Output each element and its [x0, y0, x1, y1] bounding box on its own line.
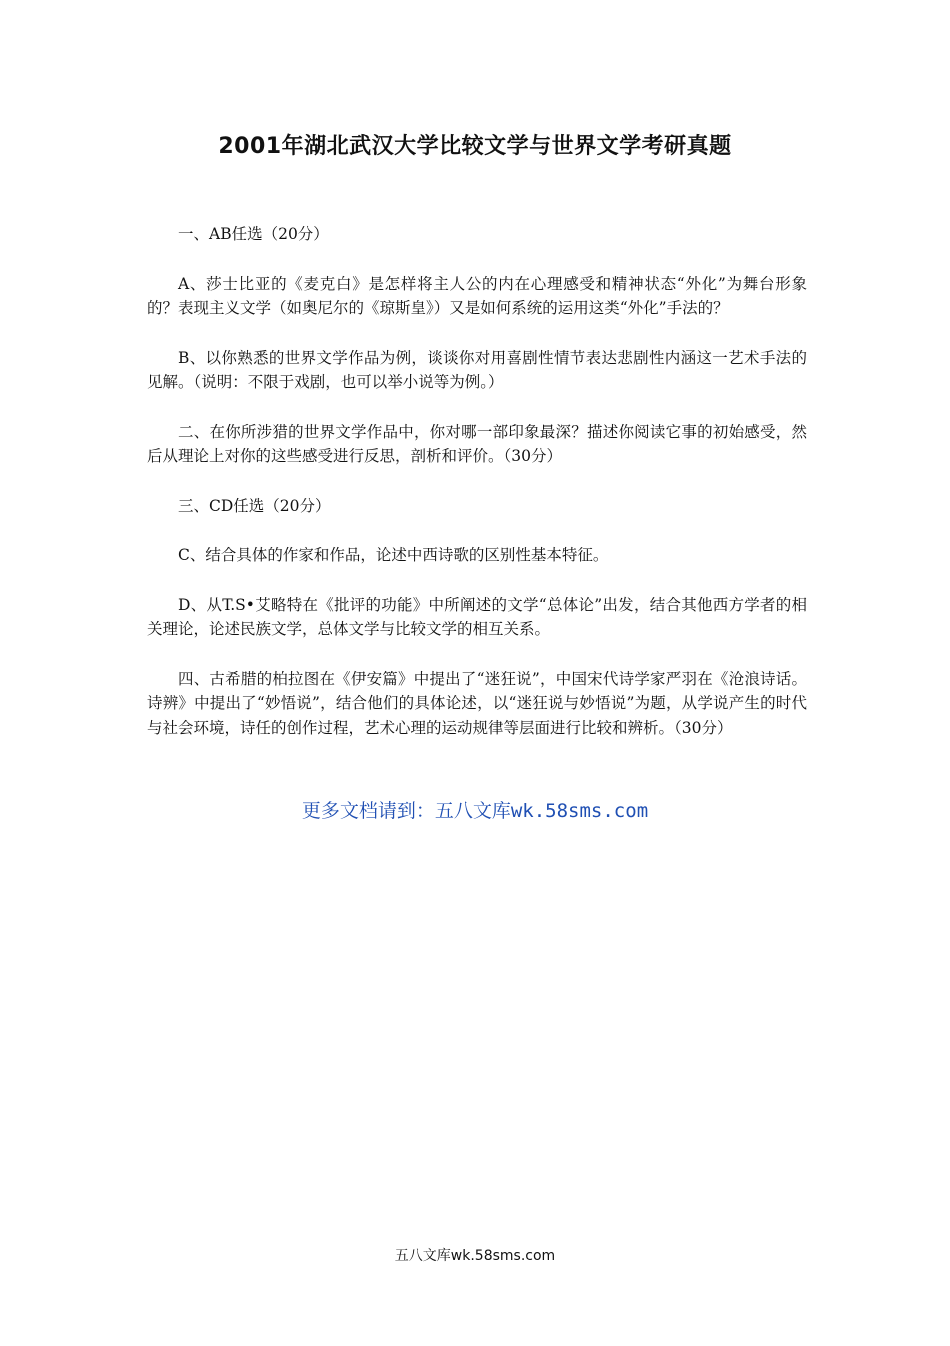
promo-link[interactable]: 更多文档请到：五八文库wk.58sms.com	[301, 800, 649, 822]
question-c: C、结合具体的作家和作品，论述中西诗歌的区别性基本特征。	[178, 546, 609, 564]
page-footer: 五八文库wk.58sms.com	[394, 1248, 556, 1264]
section-two-question: 二、在你所涉猎的世界文学作品中，你对哪一部印象最深？描述你阅读它事的初始感受，然后从理论上对你的这些感受进行反思，剖析和评价。（30分）	[147, 422, 807, 465]
document-body	[147, 222, 807, 765]
question-a: A、莎士比亚的《麦克白》是怎样将主人公的内在心理感受和精神状态“外化”为舞台形象的？表现主义文学（如奥尼尔的《琼斯皇》）又是如何系统的运用这类“外化”手法的？	[147, 274, 807, 317]
question-d: D、从T.S•艾略特在《批评的功能》中所阐述的文学“总体论”出发，结合其他西方学者的相关理论，论述民族文学，总体文学与比较文学的相互关系。	[147, 595, 807, 638]
document-title: 2001年湖北武汉大学比较文学与世界文学考研真题	[218, 134, 732, 159]
section-four-question: 四、古希腊的柏拉图在《伊安篇》中提出了“迷狂说”，中国宋代诗学家严羽在《沧浪诗话。诗辨》中提出了“妙悟说”，结合他们的具体论述，以“迷狂说与妙悟说”为题，从学说产生的时代与社会环境，诗任的创作过程，艺术心理的运动规律等层面进行比较和辨析。（30分）	[147, 669, 807, 737]
section-three-heading: 三、CD任选（20分）	[178, 496, 331, 515]
question-b: B、以你熟悉的世界文学作品为例，谈谈你对用喜剧性情节表达悲剧性内涵这一艺术手法的见解。（说明：不限于戏剧，也可以举小说等为例。）	[147, 348, 807, 391]
section-one-heading: 一、AB任选（20分）	[178, 225, 329, 243]
